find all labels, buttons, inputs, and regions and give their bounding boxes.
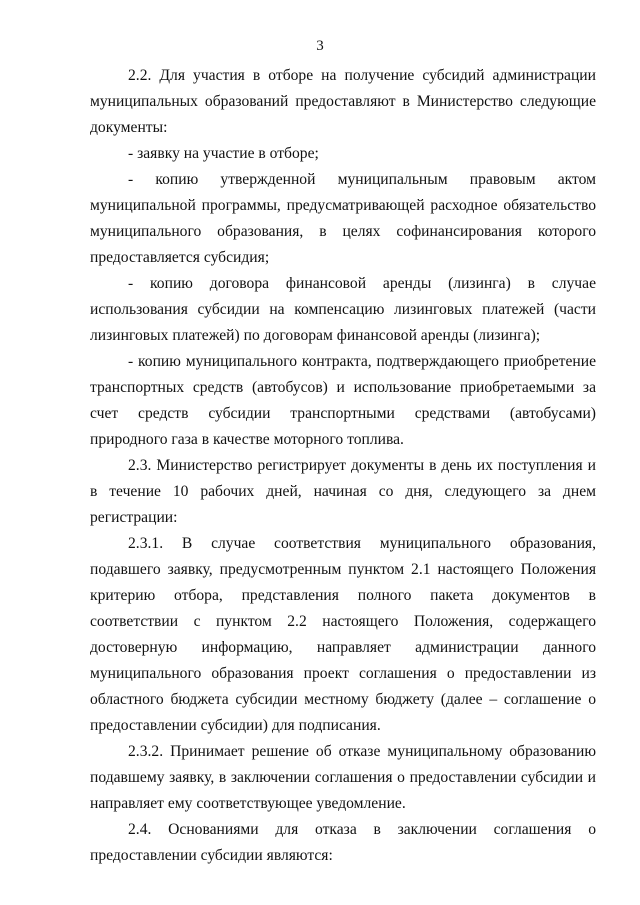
- paragraph-2-3: 2.3. Министерство регистрирует документы в день их поступления и в течение 10 рабочих дней, начиная со дня, следующего за днем регистрации:: [90, 457, 596, 526]
- list-item-contract-copy: - копию муниципального контракта, подтверждающего приобретение транспортных средств (автобусов) и использование приобретаемыми за счет средств субсидии транспортными средствами (автобусами) природного газа в качестве моторного топлива.: [90, 353, 596, 448]
- page-number: 3: [316, 38, 324, 54]
- paragraph-2-2: 2.2. Для участия в отборе на получение субсидий администрации муниципальных образований предоставляют в Министерство следующие документы:: [90, 67, 596, 136]
- list-item-leasing-copy: - копию договора финансовой аренды (лизинга) в случае использования субсидии на компенсацию лизинговых платежей (части лизинговых платежей) по договорам финансовой аренды (лизинга);: [90, 275, 596, 344]
- document-body: [90, 63, 596, 869]
- paragraph-2-4: 2.4. Основаниями для отказа в заключении соглашения о предоставлении субсидии являются:: [90, 821, 596, 864]
- paragraph-2-3-2: 2.3.2. Принимает решение об отказе муниципальному образованию подавшему заявку, в заключении соглашения о предоставлении субсидии и направляет ему соответствующее уведомление.: [90, 743, 596, 812]
- list-item-application: - заявку на участие в отборе;: [128, 145, 319, 162]
- paragraph-2-3-1: 2.3.1. В случае соответствия муниципального образования, подавшего заявку, предусмотренным пунктом 2.1 настоящего Положения критерию отбора, представления полного пакета документов в соответствии с пунктом 2.2 настоящего Положения, содержащего достоверную информацию, направляет администрации данного муниципального образования проект соглашения о предоставлении из областного бюджета субсидии местному бюджету (далее – соглашение о предоставлении субсидии) для подписания.: [90, 535, 596, 734]
- list-item-program-copy: - копию утвержденной муниципальным правовым актом муниципальной программы, предусматривающей расходное обязательство муниципального образования, в целях софинансирования которого предоставляется субсидия;: [90, 171, 596, 266]
